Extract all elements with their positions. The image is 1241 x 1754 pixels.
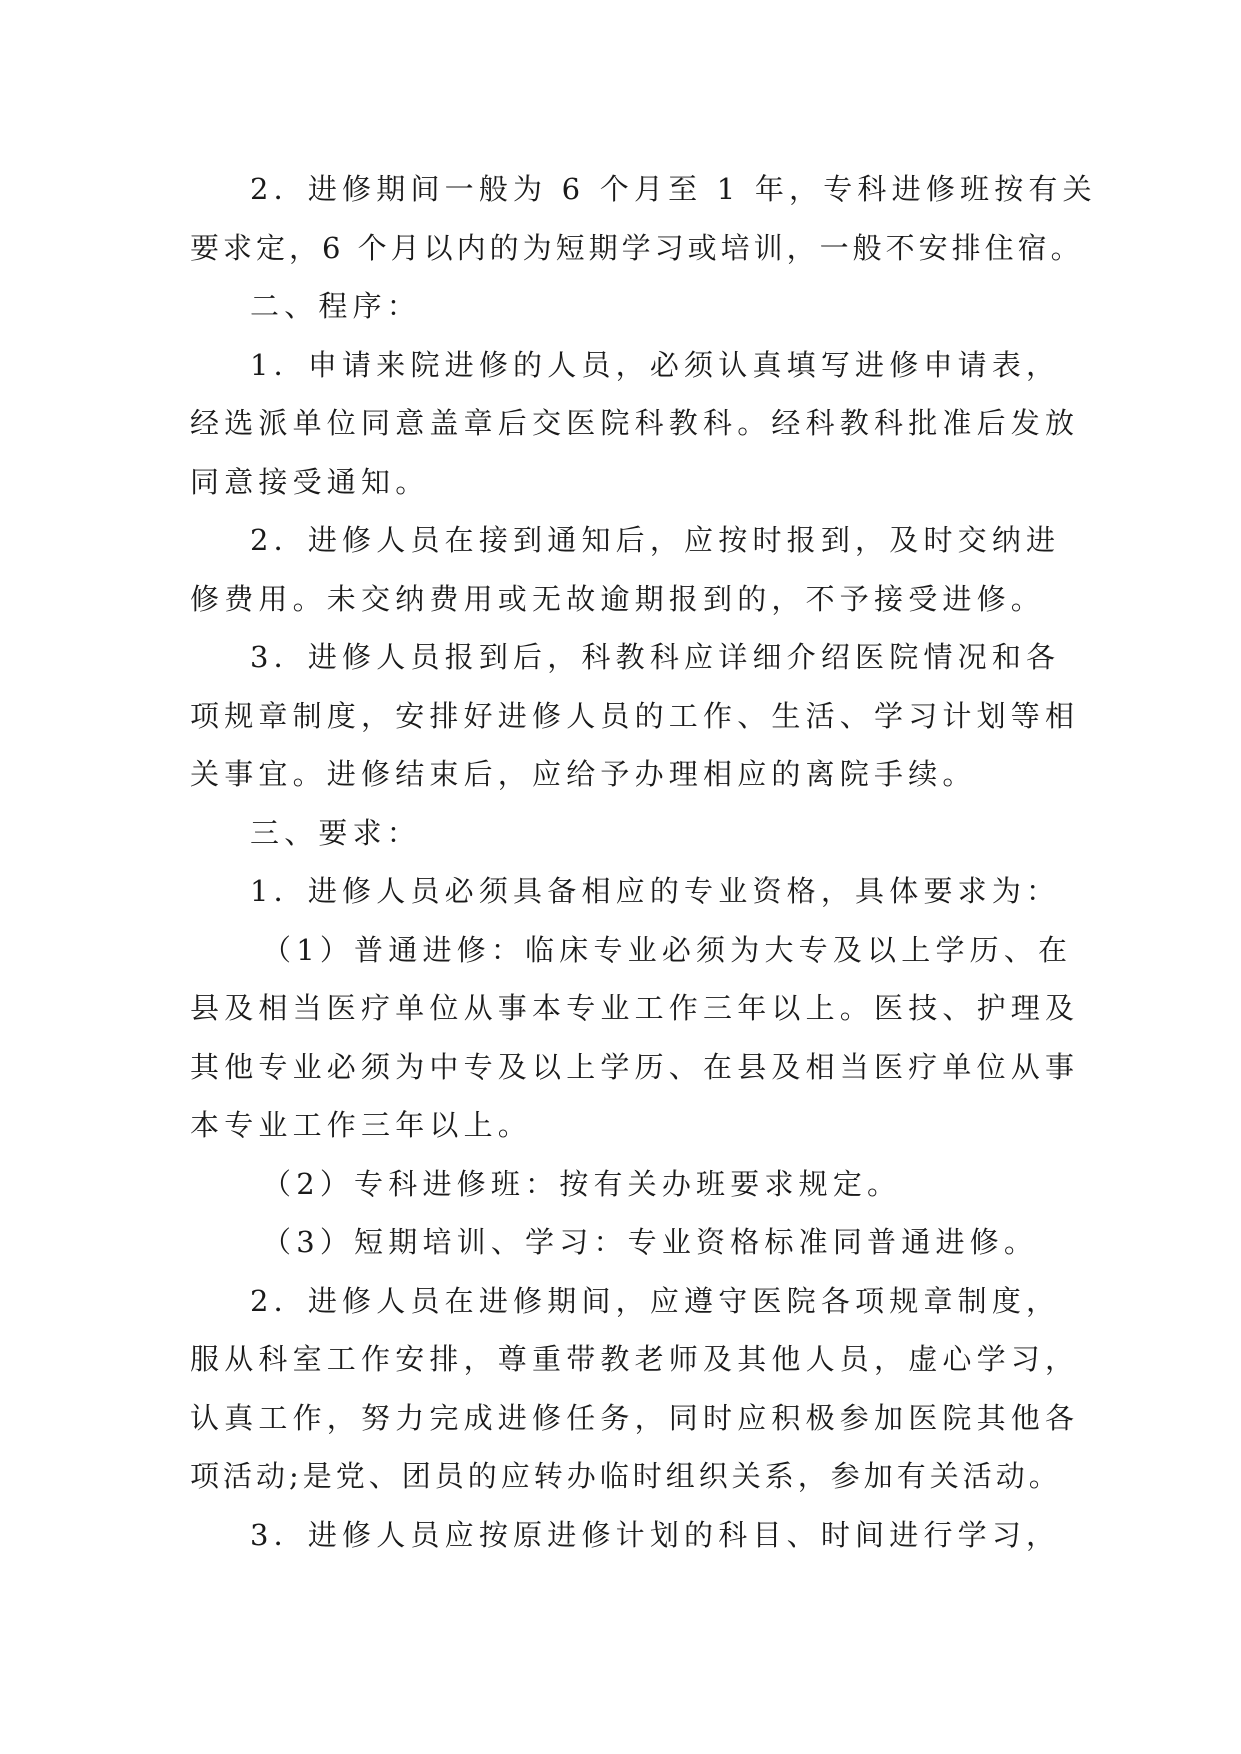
text-line-1: 2．进修期间一般为 6 个月至 1 年，专科进修班按有关 <box>250 172 1097 206</box>
section-heading-requirements: 三、要求： <box>250 815 422 850</box>
text-line-24: 3．进修人员应按原进修计划的科目、时间进行学习， <box>250 1517 1061 1552</box>
text-line-22: 认真工作，努力完成进修任务，同时应积极参加医院其他各 <box>190 1400 1080 1435</box>
section-heading-procedure: 二、程序： <box>250 289 422 323</box>
text-line-19: （3）短期培训、学习：专业资格标准同普通进修。 <box>262 1225 1039 1259</box>
text-line-4: 1．申请来院进修的人员，必须认真填写进修申请表， <box>250 347 1061 382</box>
text-line-9: 3．进修人员报到后，科教科应详细介绍医院情况和各 <box>250 640 1061 674</box>
text-line-11: 关事宜。进修结束后，应给予办理相应的离院手续。 <box>190 757 977 791</box>
text-line-21: 服从科室工作安排，尊重带教老师及其他人员，虚心学习， <box>190 1342 1080 1376</box>
text-line-10: 项规章制度，安排好进修人员的工作、生活、学习计划等相 <box>190 698 1080 733</box>
text-line-18: （2）专科进修班：按有关办班要求规定。 <box>262 1166 902 1201</box>
text-line-20: 2．进修人员在进修期间，应遵守医院各项规章制度， <box>250 1283 1061 1318</box>
text-line-14: （1）普通进修：临床专业必须为大专及以上学历、在 <box>262 932 1073 967</box>
text-line-5: 经选派单位同意盖章后交医院科教科。经科教科批准后发放 <box>190 406 1080 440</box>
text-line-13: 1．进修人员必须具备相应的专业资格，具体要求为： <box>250 874 1061 908</box>
text-line-15: 县及相当医疗单位从事本专业工作三年以上。医技、护理及 <box>190 991 1080 1025</box>
document-body <box>190 160 1097 1564</box>
text-line-2: 要求定，6 个月以内的为短期学习或培训，一般不安排住宿。 <box>190 230 1084 265</box>
text-line-23: 项活动;是党、团员的应转办临时组织关系，参加有关活动。 <box>190 1459 1062 1493</box>
text-line-7: 2．进修人员在接到通知后，应按时报到，及时交纳进 <box>250 523 1061 557</box>
text-line-8: 修费用。未交纳费用或无故逾期报到的，不予接受进修。 <box>190 581 1046 616</box>
text-line-17: 本专业工作三年以上。 <box>190 1108 533 1142</box>
text-line-16: 其他专业必须为中专及以上学历、在县及相当医疗单位从事 <box>190 1049 1080 1084</box>
text-line-6: 同意接受通知。 <box>190 464 430 499</box>
